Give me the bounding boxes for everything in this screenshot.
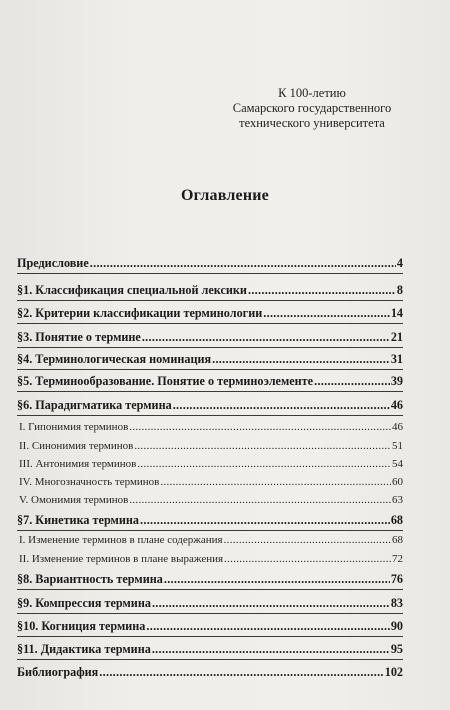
toc-leader-dots — [173, 398, 390, 413]
page-title: Оглавление — [181, 187, 269, 204]
toc-entry-title: I. Изменение терминов в плане содержания — [19, 534, 223, 546]
toc-entry-page: 102 — [384, 665, 403, 679]
toc-subentry — [17, 440, 403, 452]
toc-leader-dots — [99, 665, 383, 680]
toc-underline — [17, 613, 403, 614]
dedication-line: технического университета — [239, 116, 385, 130]
toc-entry — [17, 283, 403, 298]
toc-entry-title: §8. Вариантность термина — [17, 572, 163, 586]
toc-underline — [17, 300, 403, 301]
toc-entry-page: 90 — [390, 619, 403, 633]
toc-entry-page: 76 — [390, 572, 403, 586]
toc-leader-dots — [164, 572, 390, 587]
toc-entry-title: V. Омонимия терминов — [19, 494, 129, 506]
toc-entry-page: 46 — [390, 398, 403, 412]
toc-leader-dots — [152, 596, 390, 611]
toc-subentry — [17, 494, 403, 506]
toc-subentry — [17, 421, 403, 433]
toc-entry-page: 72 — [392, 553, 403, 565]
toc-leader-dots — [129, 494, 391, 506]
toc-entry-title: §6. Парадигматика термина — [17, 398, 172, 412]
dedication — [202, 86, 422, 131]
toc-entry-title: IV. Многозначность терминов — [19, 476, 160, 488]
toc-entry — [17, 642, 403, 657]
toc-subentry — [17, 553, 403, 565]
toc-entry-page: 4 — [396, 256, 403, 270]
toc-entry-title: §4. Терминологическая номинация — [17, 352, 212, 366]
toc-leader-dots — [152, 642, 390, 657]
toc-entry — [17, 330, 403, 345]
toc-underline — [17, 323, 403, 324]
toc-entry — [17, 596, 403, 611]
toc-underline — [17, 659, 403, 660]
toc-leader-dots — [248, 283, 396, 298]
toc-leader-dots — [224, 553, 391, 565]
toc-leader-dots — [134, 440, 391, 452]
toc-leader-dots — [142, 330, 390, 345]
toc-entry — [17, 665, 403, 680]
toc-subentry — [17, 458, 403, 470]
toc-entry-page: 60 — [392, 476, 403, 488]
toc-leader-dots — [314, 374, 390, 389]
toc-entry-title: III. Антонимия терминов — [19, 458, 137, 470]
toc-entry-page: 39 — [390, 374, 403, 388]
toc-entry-page: 68 — [390, 513, 403, 527]
toc-entry-title: §11. Дидактика термина — [17, 642, 151, 656]
toc-leader-dots — [263, 306, 390, 321]
toc-entry-title: I. Гипонимия терминов — [19, 421, 129, 433]
toc-entry-page: 8 — [396, 283, 403, 297]
toc-leader-dots — [212, 352, 390, 367]
toc-entry-page: 31 — [390, 352, 403, 366]
toc-entry-title: §9. Компрессия термина — [17, 596, 151, 610]
toc-underline — [17, 391, 403, 392]
toc-entry-page: 14 — [390, 306, 403, 320]
toc-entry-page: 46 — [392, 421, 403, 433]
toc-leader-dots — [146, 619, 389, 634]
toc-entry-page: 21 — [390, 330, 403, 344]
toc-entry-title: Предисловие — [17, 256, 89, 270]
toc-leader-dots — [224, 534, 391, 546]
toc-entry — [17, 398, 403, 413]
dedication-line: К 100-летию — [278, 86, 346, 100]
toc-underline — [17, 347, 403, 348]
toc-entry-title: §2. Критерии классификации терминологии — [17, 306, 263, 320]
toc-entry-page: 54 — [392, 458, 403, 470]
toc-leader-dots — [129, 421, 391, 433]
toc-leader-dots — [90, 256, 396, 271]
toc-entry-title: Библиография — [17, 665, 99, 679]
toc-underline — [17, 273, 403, 274]
dedication-line: Самарского государственного — [232, 101, 392, 115]
toc-entry — [17, 572, 403, 587]
toc-underline — [17, 530, 403, 531]
toc-entry — [17, 306, 403, 321]
toc-entry-title: II. Синонимия терминов — [19, 440, 134, 452]
toc-underline — [17, 415, 403, 416]
toc-entry-title: §1. Классификация специальной лексики — [17, 283, 247, 297]
toc-entry-page: 63 — [392, 494, 403, 506]
toc-entry-page: 83 — [390, 596, 403, 610]
toc-leader-dots — [160, 476, 391, 488]
toc-underline — [17, 589, 403, 590]
toc-entry — [17, 513, 403, 528]
toc-entry — [17, 352, 403, 367]
toc-entry-title: §7. Кинетика термина — [17, 513, 139, 527]
toc-entry-page: 95 — [390, 642, 403, 656]
toc-underline — [17, 636, 403, 637]
toc-underline — [17, 369, 403, 370]
toc-entry — [17, 619, 403, 634]
toc-entry — [17, 256, 403, 271]
toc-entry — [17, 374, 403, 389]
toc-entry-title: §3. Понятие о термине — [17, 330, 141, 344]
toc-leader-dots — [140, 513, 390, 528]
toc-subentry — [17, 534, 403, 546]
toc-entry-title: II. Изменение терминов в плане выражения — [19, 553, 224, 565]
toc-leader-dots — [137, 458, 391, 470]
toc-entry-title: §5. Терминообразование. Понятие о терминоэлементе — [17, 374, 314, 388]
toc-subentry — [17, 476, 403, 488]
toc-entry-title: §10. Когниция термина — [17, 619, 146, 633]
toc-entry-page: 68 — [392, 534, 403, 546]
toc-entry-page: 51 — [392, 440, 403, 452]
